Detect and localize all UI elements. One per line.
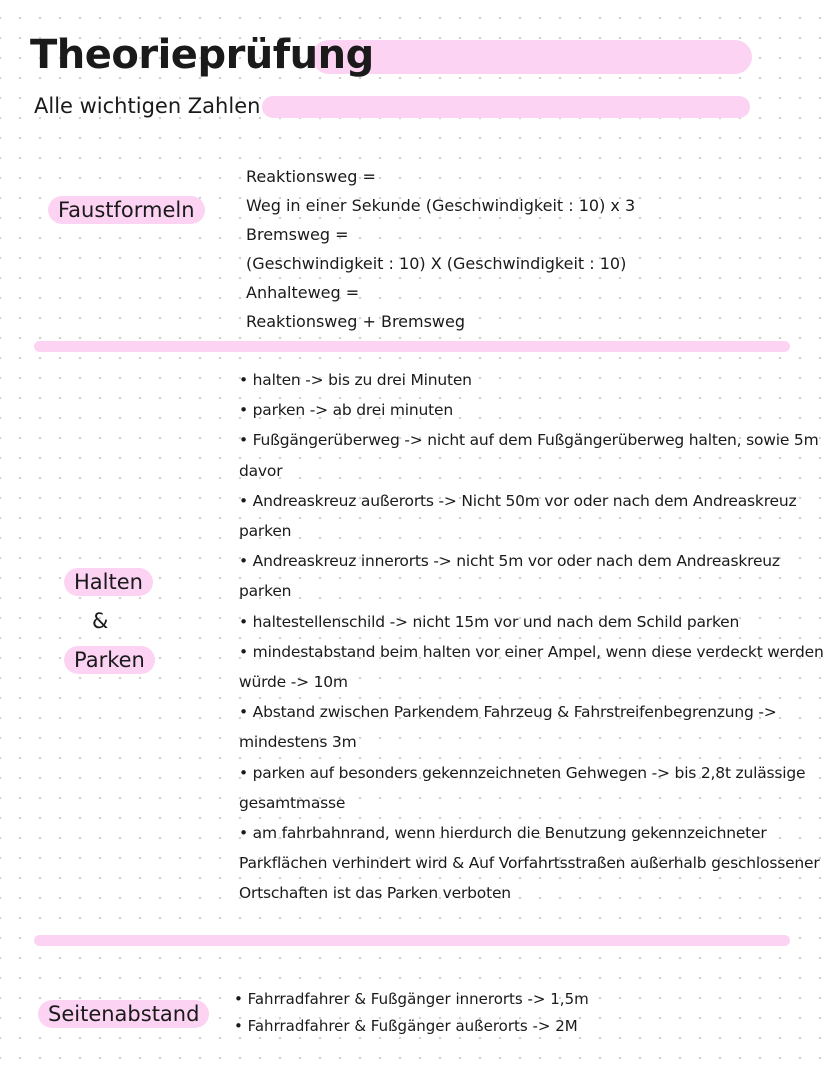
subtitle-highlight	[262, 96, 750, 118]
section-divider	[34, 341, 790, 352]
rule-item: • Andreaskreuz innerorts -> nicht 5m vor oder nach dem Andreaskreuz parken	[239, 552, 780, 601]
rule-item: • parken -> ab drei minuten	[239, 401, 453, 420]
rule-item: • parken auf besonders gekennzeichneten Gehwegen -> bis 2,8t zulässige gesamtmasse	[239, 763, 806, 812]
formula-line: Reaktionsweg + Bremsweg	[246, 312, 466, 331]
seitenabstand-label: Seitenabstand	[38, 1000, 209, 1028]
faustformeln-list	[246, 162, 635, 336]
halten-parken-rules	[239, 365, 824, 909]
ampersand-label: &	[92, 609, 109, 633]
rule-item: • Andreaskreuz außerorts -> Nicht 50m vor oder nach dem Andreaskreuz parken	[239, 491, 797, 541]
list-item: • Fahrradfahrer & Fußgänger außerorts -> 2M	[234, 1017, 578, 1035]
rule-item: • haltestellenschild -> nicht 15m vor und nach dem Schild parken	[239, 612, 740, 631]
formula-line: Anhalteweg =	[246, 283, 360, 302]
section-divider	[34, 935, 790, 946]
rule-item: • mindestabstand beim halten vor einer Ampel, wenn diese verdeckt werden würde -> 10m	[239, 642, 824, 692]
formula-line: (Geschwindigkeit : 10) X (Geschwindigkeit : 10)	[246, 254, 627, 273]
list-item: • Fahrradfahrer & Fußgänger innerorts -> 1,5m	[234, 990, 589, 1008]
rule-item: • Fußgängerüberweg -> nicht auf dem Fußgängerüberweg halten, sowie 5m davor	[239, 431, 819, 480]
rule-item: • Abstand zwischen Parkendem Fahrzeug & Fahrstreifenbegrenzung -> mindestens 3m	[239, 703, 777, 752]
seitenabstand-list	[234, 986, 589, 1040]
formula-line: Bremsweg =	[246, 225, 349, 244]
formula-line: Reaktionsweg =	[246, 167, 376, 186]
halten-label: Halten	[64, 568, 153, 596]
rule-item: • am fahrbahnrand, wenn hierdurch die Benutzung gekennzeichneter Parkflächen verhindert wird & Auf Vorfahrtsstraßen außerhalb geschlossener Ortschaften ist das Parken verboten	[239, 824, 820, 903]
page-subtitle: Alle wichtigen Zahlen	[34, 94, 261, 118]
faustformeln-label: Faustformeln	[48, 196, 205, 224]
formula-line: Weg in einer Sekunde (Geschwindigkeit : 10) x 3	[246, 196, 636, 215]
title-highlight	[312, 40, 752, 74]
parken-label: Parken	[64, 646, 155, 674]
rule-item: • halten -> bis zu drei Minuten	[239, 371, 472, 389]
page-title: Theorieprüfung	[30, 32, 374, 78]
